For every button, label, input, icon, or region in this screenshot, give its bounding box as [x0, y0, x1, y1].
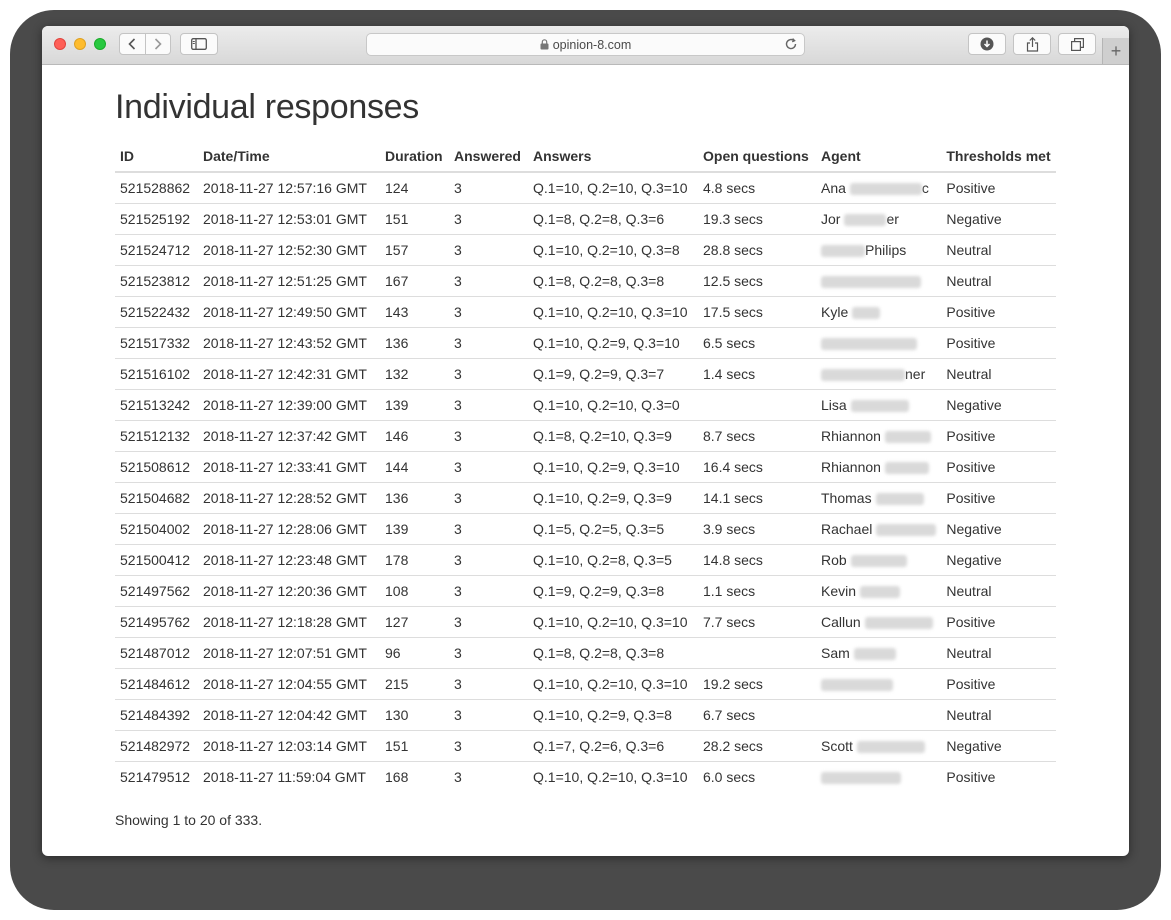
cell-open: 12.5 secs	[698, 266, 816, 297]
table-row	[115, 576, 1056, 607]
address-url: opinion-8.com	[552, 37, 632, 52]
browser-toolbar	[42, 26, 1129, 65]
redacted-text	[821, 772, 901, 784]
agent-name-visible: Rhiannon	[821, 428, 881, 444]
cell-datetime: 2018-11-27 12:49:50 GMT	[198, 297, 380, 328]
agent-name-visible: Scott	[821, 738, 853, 754]
cell-duration: 215	[380, 669, 449, 700]
cell-duration: 168	[380, 762, 449, 793]
plus-icon: +	[1110, 40, 1122, 61]
page-title: Individual responses	[115, 88, 419, 126]
redacted-text	[821, 369, 905, 381]
cell-duration: 124	[380, 172, 449, 204]
cell-answered: 3	[449, 762, 528, 793]
table-row	[115, 359, 1056, 390]
cell-thresholds: Negative	[941, 545, 1056, 576]
cell-answers: Q.1=10, Q.2=10, Q.3=10	[528, 669, 698, 700]
cell-id: 521484392	[115, 700, 198, 731]
cell-answered: 3	[449, 545, 528, 576]
agent-name-visible: Sam	[821, 645, 850, 661]
forward-button[interactable]	[145, 34, 171, 54]
cell-datetime: 2018-11-27 12:04:42 GMT	[198, 700, 380, 731]
table-row	[115, 297, 1056, 328]
redacted-text	[850, 183, 922, 195]
cell-answered: 3	[449, 452, 528, 483]
column-header-datetime: Date/Time	[198, 140, 380, 172]
cell-agent	[816, 235, 941, 266]
cell-answers: Q.1=10, Q.2=10, Q.3=10	[528, 297, 698, 328]
redacted-text	[844, 214, 886, 226]
cell-datetime: 2018-11-27 12:53:01 GMT	[198, 204, 380, 235]
redacted-text	[852, 307, 880, 319]
cell-answers: Q.1=10, Q.2=9, Q.3=9	[528, 483, 698, 514]
cell-duration: 143	[380, 297, 449, 328]
cell-duration: 167	[380, 266, 449, 297]
cell-thresholds: Negative	[941, 204, 1056, 235]
agent-name-suffix: Philips	[865, 242, 907, 258]
minimize-window-button[interactable]	[74, 38, 86, 50]
cell-duration: 157	[380, 235, 449, 266]
cell-agent	[816, 328, 941, 359]
cell-agent	[816, 638, 941, 669]
redacted-text	[821, 679, 893, 691]
cell-open: 19.3 secs	[698, 204, 816, 235]
cell-agent	[816, 452, 941, 483]
redacted-text	[885, 462, 929, 474]
cell-open: 28.2 secs	[698, 731, 816, 762]
table-row	[115, 483, 1056, 514]
column-header-answered: Answered	[449, 140, 528, 172]
tabs-overview-button[interactable]	[1058, 33, 1096, 55]
cell-agent	[816, 297, 941, 328]
cell-answered: 3	[449, 483, 528, 514]
cell-agent	[816, 762, 941, 793]
cell-datetime: 2018-11-27 12:18:28 GMT	[198, 607, 380, 638]
sidebar-icon	[191, 38, 207, 50]
cell-answers: Q.1=10, Q.2=9, Q.3=10	[528, 328, 698, 359]
cell-agent	[816, 607, 941, 638]
cell-datetime: 2018-11-27 12:23:48 GMT	[198, 545, 380, 576]
cell-datetime: 2018-11-27 12:51:25 GMT	[198, 266, 380, 297]
new-tab-button[interactable]	[1102, 38, 1129, 64]
cell-duration: 144	[380, 452, 449, 483]
cell-id: 521525192	[115, 204, 198, 235]
cell-answers: Q.1=10, Q.2=10, Q.3=10	[528, 172, 698, 204]
cell-duration: 108	[380, 576, 449, 607]
cell-answers: Q.1=8, Q.2=8, Q.3=8	[528, 638, 698, 669]
agent-name-visible: Jor	[821, 211, 841, 227]
redacted-text	[851, 400, 909, 412]
cell-agent	[816, 359, 941, 390]
cell-answers: Q.1=9, Q.2=9, Q.3=8	[528, 576, 698, 607]
cell-thresholds: Negative	[941, 390, 1056, 421]
cell-duration: 127	[380, 607, 449, 638]
cell-open: 4.8 secs	[698, 172, 816, 204]
table-row	[115, 700, 1056, 731]
cell-agent	[816, 266, 941, 297]
cell-answered: 3	[449, 669, 528, 700]
lock-icon	[540, 39, 549, 50]
redacted-text	[876, 493, 924, 505]
cell-duration: 139	[380, 390, 449, 421]
cell-id: 521508612	[115, 452, 198, 483]
cell-open: 14.8 secs	[698, 545, 816, 576]
table-row	[115, 514, 1056, 545]
cell-id: 521516102	[115, 359, 198, 390]
cell-agent	[816, 483, 941, 514]
table-row	[115, 731, 1056, 762]
cell-duration: 136	[380, 328, 449, 359]
cell-datetime: 2018-11-27 12:33:41 GMT	[198, 452, 380, 483]
redacted-text	[860, 586, 900, 598]
cell-agent	[816, 390, 941, 421]
cell-thresholds: Positive	[941, 762, 1056, 793]
column-header-duration: Duration	[380, 140, 449, 172]
cell-thresholds: Positive	[941, 483, 1056, 514]
cell-id: 521513242	[115, 390, 198, 421]
cell-datetime: 2018-11-27 12:07:51 GMT	[198, 638, 380, 669]
cell-duration: 146	[380, 421, 449, 452]
cell-duration: 96	[380, 638, 449, 669]
agent-name-suffix: c	[921, 180, 929, 196]
agent-name-visible: Rachael	[821, 521, 873, 537]
chevron-left-icon	[128, 38, 136, 50]
cell-duration: 136	[380, 483, 449, 514]
reload-icon	[784, 37, 798, 51]
redacted-text	[876, 524, 936, 536]
cell-thresholds: Positive	[941, 669, 1056, 700]
cell-id: 521522432	[115, 297, 198, 328]
table-row	[115, 421, 1056, 452]
cell-thresholds: Negative	[941, 514, 1056, 545]
cell-datetime: 2018-11-27 12:28:52 GMT	[198, 483, 380, 514]
browser-window	[42, 26, 1129, 856]
column-header-agent: Agent	[816, 140, 941, 172]
close-window-button[interactable]	[54, 38, 66, 50]
cell-answers: Q.1=10, Q.2=10, Q.3=8	[528, 235, 698, 266]
redacted-text	[821, 245, 865, 257]
column-header-id: ID	[115, 140, 198, 172]
cell-id: 521523812	[115, 266, 198, 297]
pagination-info: Showing 1 to 20 of 333.	[115, 812, 263, 828]
cell-thresholds: Negative	[941, 731, 1056, 762]
cell-id: 521504002	[115, 514, 198, 545]
cell-duration: 132	[380, 359, 449, 390]
cell-datetime: 2018-11-27 12:42:31 GMT	[198, 359, 380, 390]
cell-thresholds: Neutral	[941, 266, 1056, 297]
redacted-text	[854, 648, 896, 660]
cell-id: 521495762	[115, 607, 198, 638]
cell-duration: 139	[380, 514, 449, 545]
cell-id: 521504682	[115, 483, 198, 514]
cell-answered: 3	[449, 266, 528, 297]
cell-datetime: 2018-11-27 12:39:00 GMT	[198, 390, 380, 421]
cell-open	[698, 390, 816, 421]
cell-datetime: 2018-11-27 12:28:06 GMT	[198, 514, 380, 545]
agent-name-visible: Callun	[821, 614, 861, 630]
cell-thresholds: Neutral	[941, 700, 1056, 731]
table-row	[115, 328, 1056, 359]
cell-duration: 178	[380, 545, 449, 576]
cell-datetime: 2018-11-27 12:37:42 GMT	[198, 421, 380, 452]
cell-answered: 3	[449, 731, 528, 762]
download-icon	[980, 37, 994, 51]
cell-answered: 3	[449, 204, 528, 235]
cell-answers: Q.1=10, Q.2=10, Q.3=10	[528, 607, 698, 638]
agent-name-visible: Thomas	[821, 490, 872, 506]
cell-agent	[816, 669, 941, 700]
table-row	[115, 762, 1056, 793]
table-row	[115, 669, 1056, 700]
cell-open: 6.7 secs	[698, 700, 816, 731]
cell-answered: 3	[449, 421, 528, 452]
cell-thresholds: Neutral	[941, 235, 1056, 266]
redacted-text	[865, 617, 933, 629]
cell-duration: 151	[380, 731, 449, 762]
sidebar-toggle-button[interactable]	[180, 33, 218, 55]
cell-answered: 3	[449, 359, 528, 390]
cell-thresholds: Positive	[941, 607, 1056, 638]
agent-name-suffix: ner	[905, 366, 926, 382]
agent-name-visible: Kevin	[821, 583, 857, 599]
redacted-text	[821, 338, 917, 350]
cell-open: 8.7 secs	[698, 421, 816, 452]
cell-open: 14.1 secs	[698, 483, 816, 514]
cell-duration: 151	[380, 204, 449, 235]
cell-id: 521524712	[115, 235, 198, 266]
zoom-window-button[interactable]	[94, 38, 106, 50]
cell-agent	[816, 421, 941, 452]
cell-answers: Q.1=10, Q.2=9, Q.3=10	[528, 452, 698, 483]
share-button[interactable]	[1013, 33, 1051, 55]
cell-answers: Q.1=8, Q.2=10, Q.3=9	[528, 421, 698, 452]
table-row	[115, 545, 1056, 576]
redacted-text	[885, 431, 931, 443]
agent-name-suffix: er	[886, 211, 899, 227]
cell-answered: 3	[449, 607, 528, 638]
cell-open: 19.2 secs	[698, 669, 816, 700]
address-bar[interactable]	[366, 33, 805, 56]
table-body	[115, 172, 1056, 792]
cell-datetime: 2018-11-27 11:59:04 GMT	[198, 762, 380, 793]
cell-open: 6.5 secs	[698, 328, 816, 359]
redacted-text	[857, 741, 925, 753]
column-header-thresholds: Thresholds met	[941, 140, 1056, 172]
cell-answered: 3	[449, 638, 528, 669]
redacted-text	[851, 555, 907, 567]
agent-name-visible: Rhiannon	[821, 459, 881, 475]
cell-thresholds: Positive	[941, 328, 1056, 359]
downloads-button[interactable]	[968, 33, 1006, 55]
cell-answered: 3	[449, 576, 528, 607]
cell-agent	[816, 545, 941, 576]
cell-answered: 3	[449, 390, 528, 421]
cell-thresholds: Neutral	[941, 359, 1056, 390]
cell-id: 521484612	[115, 669, 198, 700]
cell-agent	[816, 172, 941, 204]
cell-open: 1.4 secs	[698, 359, 816, 390]
history-nav-group	[119, 33, 171, 55]
cell-open	[698, 638, 816, 669]
tabs-icon	[1071, 38, 1084, 51]
cell-answers: Q.1=5, Q.2=5, Q.3=5	[528, 514, 698, 545]
table-row	[115, 235, 1056, 266]
agent-name-visible: Ana	[821, 180, 846, 196]
cell-answers: Q.1=7, Q.2=6, Q.3=6	[528, 731, 698, 762]
cell-answers: Q.1=10, Q.2=8, Q.3=5	[528, 545, 698, 576]
table-row	[115, 204, 1056, 235]
table-header-row	[115, 140, 1056, 172]
cell-answered: 3	[449, 700, 528, 731]
cell-agent	[816, 731, 941, 762]
cell-answers: Q.1=10, Q.2=10, Q.3=0	[528, 390, 698, 421]
cell-open: 28.8 secs	[698, 235, 816, 266]
cell-id: 521479512	[115, 762, 198, 793]
redacted-text	[821, 276, 921, 288]
cell-agent	[816, 700, 941, 731]
cell-open: 16.4 secs	[698, 452, 816, 483]
cell-datetime: 2018-11-27 12:57:16 GMT	[198, 172, 380, 204]
cell-datetime: 2018-11-27 12:20:36 GMT	[198, 576, 380, 607]
cell-answered: 3	[449, 235, 528, 266]
cell-open: 3.9 secs	[698, 514, 816, 545]
cell-answered: 3	[449, 172, 528, 204]
cell-datetime: 2018-11-27 12:43:52 GMT	[198, 328, 380, 359]
cell-open: 7.7 secs	[698, 607, 816, 638]
cell-thresholds: Positive	[941, 297, 1056, 328]
cell-open: 1.1 secs	[698, 576, 816, 607]
cell-answered: 3	[449, 514, 528, 545]
agent-name-visible: Lisa	[821, 397, 847, 413]
column-header-open-questions: Open questions	[698, 140, 816, 172]
cell-agent	[816, 576, 941, 607]
cell-answers: Q.1=8, Q.2=8, Q.3=8	[528, 266, 698, 297]
cell-answered: 3	[449, 297, 528, 328]
table-row	[115, 172, 1056, 204]
cell-datetime: 2018-11-27 12:03:14 GMT	[198, 731, 380, 762]
cell-thresholds: Neutral	[941, 638, 1056, 669]
cell-thresholds: Positive	[941, 452, 1056, 483]
reload-button[interactable]	[784, 37, 798, 54]
cell-answers: Q.1=8, Q.2=8, Q.3=6	[528, 204, 698, 235]
agent-name-visible: Kyle	[821, 304, 849, 320]
table-row	[115, 638, 1056, 669]
cell-id: 521500412	[115, 545, 198, 576]
cell-id: 521497562	[115, 576, 198, 607]
cell-id: 521528862	[115, 172, 198, 204]
cell-answered: 3	[449, 328, 528, 359]
cell-answers: Q.1=10, Q.2=10, Q.3=10	[528, 762, 698, 793]
agent-name-visible: Rob	[821, 552, 847, 568]
cell-id: 521487012	[115, 638, 198, 669]
share-icon	[1026, 37, 1039, 52]
cell-thresholds: Positive	[941, 172, 1056, 204]
cell-datetime: 2018-11-27 12:04:55 GMT	[198, 669, 380, 700]
table-row	[115, 266, 1056, 297]
cell-thresholds: Neutral	[941, 576, 1056, 607]
back-button[interactable]	[120, 34, 145, 54]
table-row	[115, 452, 1056, 483]
cell-open: 17.5 secs	[698, 297, 816, 328]
cell-id: 521482972	[115, 731, 198, 762]
cell-id: 521512132	[115, 421, 198, 452]
cell-thresholds: Positive	[941, 421, 1056, 452]
table-row	[115, 607, 1056, 638]
column-header-answers: Answers	[528, 140, 698, 172]
cell-open: 6.0 secs	[698, 762, 816, 793]
cell-agent	[816, 204, 941, 235]
cell-agent	[816, 514, 941, 545]
cell-id: 521517332	[115, 328, 198, 359]
cell-duration: 130	[380, 700, 449, 731]
chevron-right-icon	[154, 38, 162, 50]
table-row	[115, 390, 1056, 421]
cell-answers: Q.1=10, Q.2=9, Q.3=8	[528, 700, 698, 731]
responses-table	[115, 140, 1056, 792]
cell-datetime: 2018-11-27 12:52:30 GMT	[198, 235, 380, 266]
cell-answers: Q.1=9, Q.2=9, Q.3=7	[528, 359, 698, 390]
